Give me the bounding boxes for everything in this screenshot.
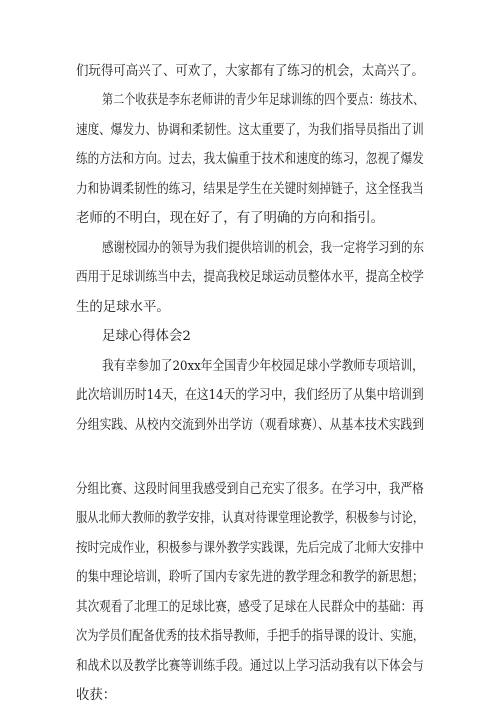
text-line: 力和协调柔韧性的练习，结果是学生在关键时刻掉链子，这全怪我当	[76, 181, 424, 197]
text-line: 收获：	[76, 688, 117, 703]
text-line: 西用于足球训练当中去，提高我校足球运动员整体水平，提高全校学	[76, 270, 424, 286]
text-line: 和战术以及教学比赛等训练手段。通过以上学习活动我有以下体会与	[76, 658, 424, 674]
text-line: 练的方法和方向。过去，我太偏重于技术和速度的练习，忽视了爆发	[76, 152, 424, 168]
text-line: 生的足球水平。	[76, 299, 170, 315]
text-line: 次为学员们配备优秀的技术指导教师，手把手的指导课的设计、实施，	[76, 629, 425, 645]
text-line: 老师的不明白，现在好了，有了明确的方向和指引。	[76, 211, 384, 227]
text-line: 分组实践、从校内交流到外出学访（观看球赛）、从基本技术实践到	[76, 417, 425, 433]
text-line: 其次观看了北理工的足球比赛，感受了足球在人民群众中的基础：再	[76, 599, 424, 615]
text-line: 感谢校园办的领导为我们提供培训的机会，我一定将学习到的东	[102, 240, 424, 256]
text-line: 我有幸参加了20xx年全国青少年校园足球小学教师专项培训，	[102, 358, 424, 374]
text-line: 第二个收获是李东老师讲的青少年足球训练的四个要点：练技术、	[102, 93, 425, 109]
text-line: 速度、爆发力、协调和柔韧性。这太重要了，为我们指导员指出了训	[76, 122, 424, 138]
text-line: 按时完成作业，积极参与课外教学实践课，先后完成了北师大安排中	[76, 540, 424, 556]
text-line: 的集中理论培训，聆听了国内专家先进的教学理念和教学的新思想；	[76, 570, 424, 586]
text-line: 分组比赛、这段时间里我感受到自己充实了很多。在学习中，我严格	[76, 481, 424, 497]
section-heading: 足球心得体会2	[102, 329, 191, 345]
text-line: 们玩得可高兴了、可欢了，大家都有了练习的机会，太高兴了。	[76, 64, 424, 79]
text-line: 服从北师大教师的教学安排，认真对待课堂理论教学，积极参与讨论，	[76, 511, 425, 527]
text-line: 此次培训历时14天，在这14天的学习中，我们经历了从集中培训到	[76, 388, 424, 404]
